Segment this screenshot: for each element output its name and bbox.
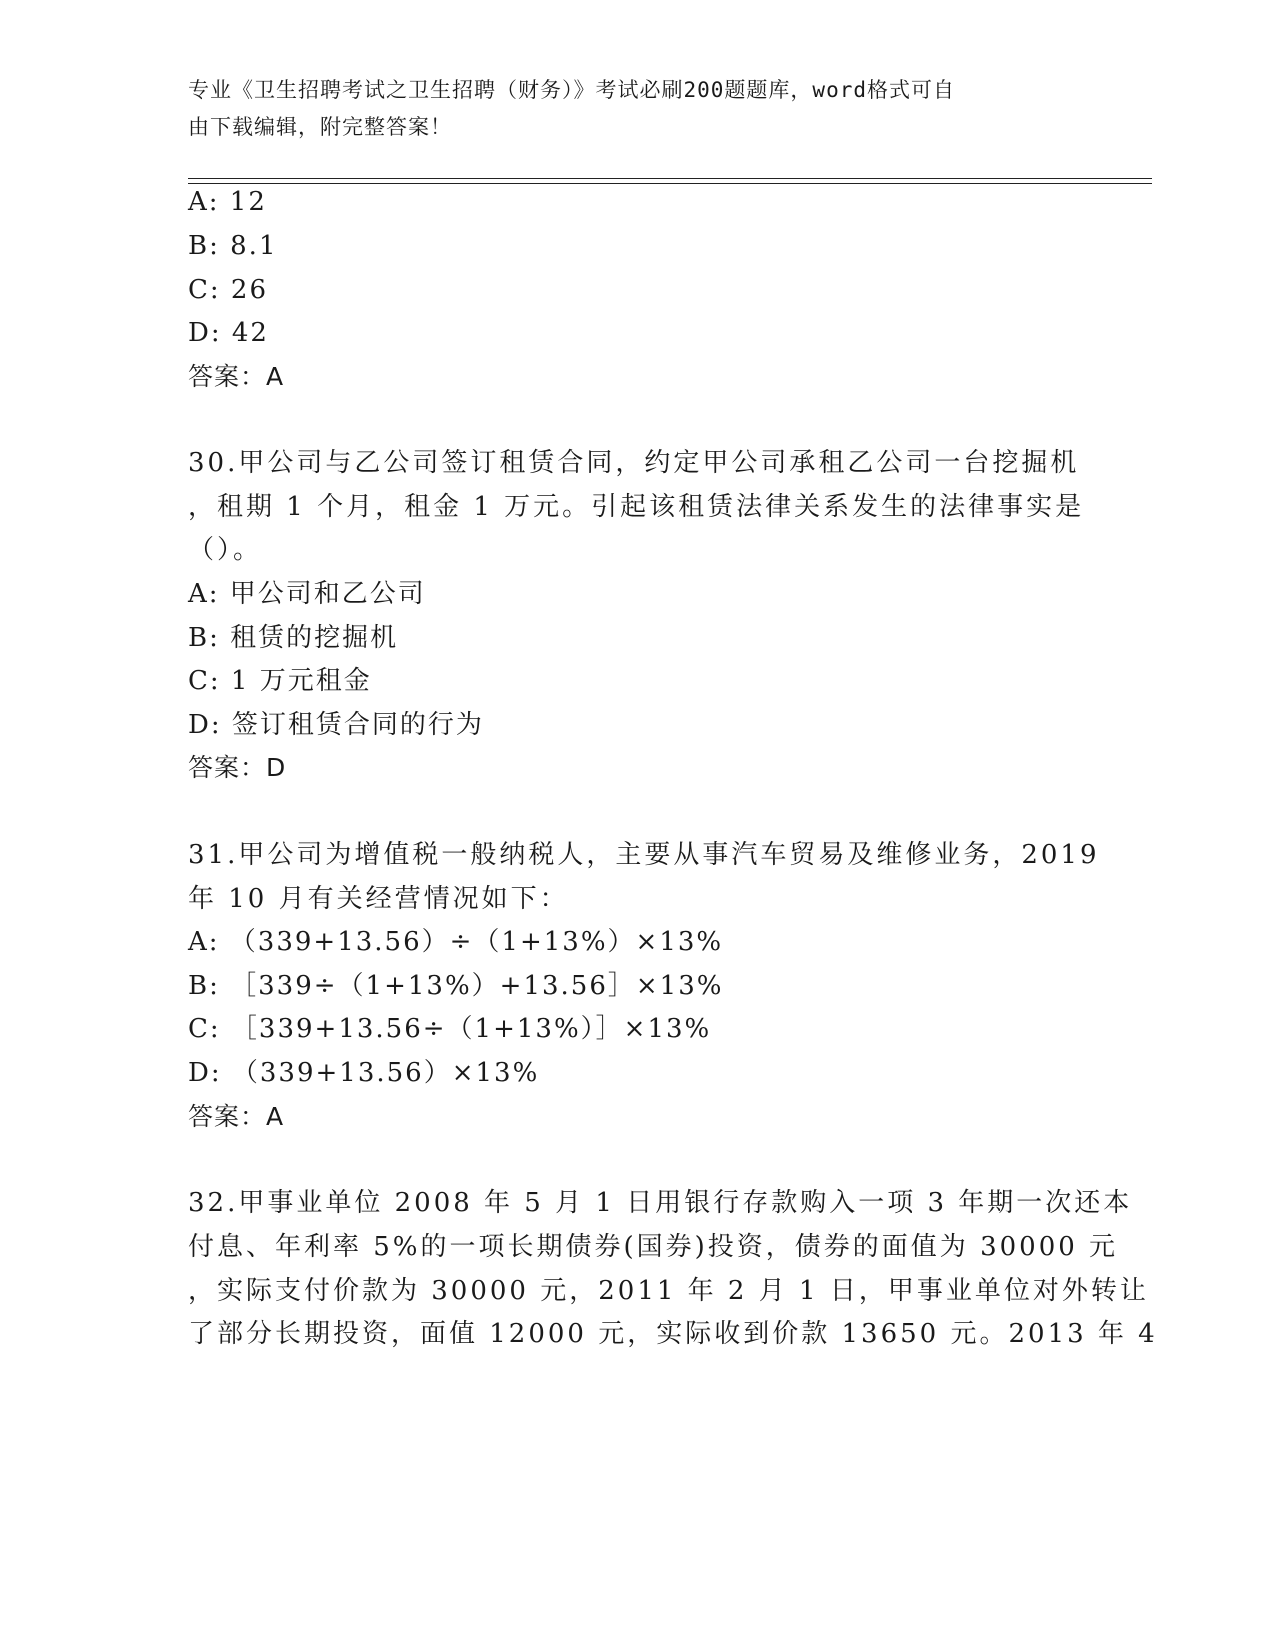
q30-answer: 答案：D — [188, 753, 287, 782]
q31-stem-line-2: 年 10 月有关经营情况如下： — [188, 884, 569, 914]
q31-option-c: C: ［339+13.56÷（1+13%）］×13% — [188, 1014, 712, 1044]
prev-option-c: C: 26 — [188, 275, 269, 305]
q30-stem-line-1: 30.甲公司与乙公司签订租赁合同，约定甲公司承租乙公司一台挖掘机 — [188, 448, 1080, 478]
q32-stem-line-4: 了部分长期投资，面值 12000 元，实际收到价款 13650 元。2013 年 4 — [188, 1319, 1158, 1349]
q30-option-c: C: 1 万元租金 — [188, 666, 372, 696]
header-line-1: 专业《卫生招聘考试之卫生招聘（财务）》考试必刷200题题库，word格式可自 — [188, 78, 955, 102]
prev-option-d: D: 42 — [188, 318, 269, 348]
q30-stem-line-2: ，租期 1 个月，租金 1 万元。引起该租赁法律关系发生的法律事实是 — [188, 492, 1085, 522]
q32-stem-line-2: 付息、年利率 5%的一项长期债券(国券)投资，债券的面值为 30000 元 — [188, 1232, 1119, 1262]
q30-option-a: A: 甲公司和乙公司 — [188, 579, 426, 609]
q30-stem-line-3: （）。 — [188, 535, 263, 565]
header-rule-top — [188, 178, 1152, 179]
document-header — [188, 72, 1068, 146]
q30-option-b: B: 租赁的挖掘机 — [188, 623, 399, 653]
q31-answer: 答案：A — [188, 1102, 285, 1131]
prev-answer: 答案：A — [188, 362, 285, 391]
prev-option-a: A: 12 — [188, 187, 267, 217]
q31-option-a: A: （339+13.56）÷（1+13%）×13% — [188, 927, 724, 957]
prev-option-b: B: 8.1 — [188, 231, 278, 261]
q32-stem-line-1: 32.甲事业单位 2008 年 5 月 1 日用银行存款购入一项 3 年期一次还本 — [188, 1188, 1133, 1218]
header-line-2: 由下载编辑，附完整答案！ — [188, 115, 452, 139]
q30-option-d: D: 签订租赁合同的行为 — [188, 710, 484, 740]
q32-stem-line-3: ，实际支付价款为 30000 元，2011 年 2 月 1 日，甲事业单位对外转让 — [188, 1276, 1149, 1306]
q31-option-b: B: ［339÷（1+13%）+13.56］×13% — [188, 971, 724, 1001]
q31-stem-line-1: 31.甲公司为增值税一般纳税人，主要从事汽车贸易及维修业务，2019 — [188, 840, 1100, 870]
q31-option-d: D: （339+13.56）×13% — [188, 1058, 540, 1088]
header-rule-bottom — [188, 183, 1152, 184]
